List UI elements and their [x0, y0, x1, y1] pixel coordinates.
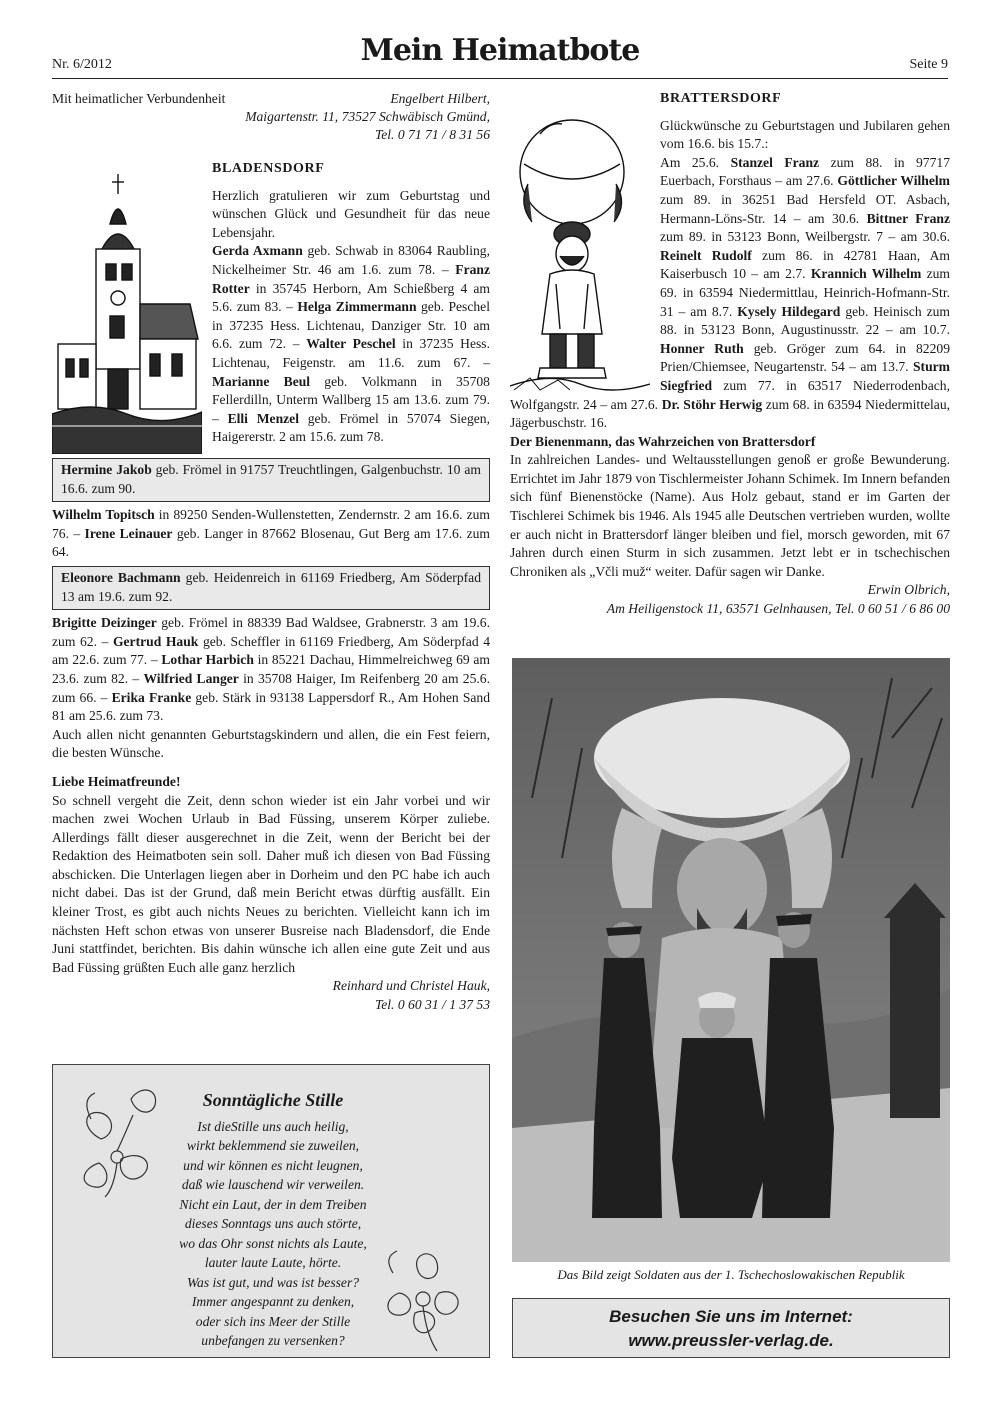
entry-name: Franz Rotter — [212, 261, 490, 296]
poem-line: wirkt beklemmend sie zuweilen, — [186, 1138, 360, 1153]
entry-text: geb. Frömel in 91757 Treuchtlingen, Galgenbuchstr. 10 am 16.6. zum 90. — [61, 462, 481, 496]
right-column — [510, 90, 950, 619]
bienenmann-body: In zahlreichen Landes- und Weltausstellungen genoß er große Bewunderung. Errichtet im Jahr 1879 von Tischlermeister Johann Schimek. Im Innern befanden sich fünf Bienenstöcke (Name). Aus Holz gebaut, stand er im Garten der Tischlerei Schimek bis 1946. Als 1945 alle Deutschen vertrieben wurden, wollte er auch nicht in Brattersdorf länger bleiben und fiel, morsch geworden, mit 67 Jahren durch einen Sturm in sich zusammen. Jetzt lebt er in tschechischen Chroniken als „Včli muž“ weiter. Dafür sagen wir Danke. — [510, 452, 950, 579]
entry-text: geb. Langer in 87662 Blosenau, Gut Berg am 17.6. zum 64. — [52, 525, 490, 560]
masthead: Mein Heimatbote — [360, 33, 640, 68]
entry-name: Helga Zimmermann — [297, 299, 417, 315]
bladensdorf-section — [52, 160, 490, 454]
header-rule — [52, 78, 948, 79]
entry-name: Stanzel Franz — [730, 154, 820, 170]
entry-text: zum 86. in 42781 Haan, Am Kaiserbusch 10 – am 2.7. — [660, 247, 950, 282]
brattersdorf-title: BRATTERSDORF — [660, 91, 782, 106]
entry-text: geb. Gröger zum 64. in 82209 Prien/Chiemsee, Neugartenstr. 54 – am 13.7. — [660, 340, 950, 375]
soldiers-photo — [512, 658, 950, 1262]
highlight-box-bachmann — [52, 566, 490, 610]
all-wishes-text: Auch allen nicht genannten Geburtstagskindern und allen, die ein Fest feiern, die besten Wünsche. — [52, 726, 490, 761]
entry-name: Erika Franke — [111, 689, 192, 705]
bienenmann-title: Der Bienenmann, das Wahrzeichen von Brattersdorf — [510, 433, 816, 449]
entry-text: geb. Frömel in 57074 Siegen, Haigererstr. 2 am 15.6. zum 78. — [212, 410, 490, 445]
author-address: Maigartenstr. 11, 73527 Schwäbisch Gmünd, — [245, 109, 490, 124]
entry-name: Bittner Franz — [866, 210, 950, 226]
brattersdorf-address: Am Heiligenstock 11, 63571 Gelnhausen, Tel. 0 60 51 / 6 86 00 — [606, 601, 950, 617]
entry-name: Lothar Harbich — [161, 652, 254, 668]
entry-text: geb. Scheffler in 61169 Friedberg, Am Söderpfad 4 am 22.6. zum 77. – — [52, 633, 490, 668]
bienenmann-drawing — [510, 94, 650, 394]
website-link[interactable]: www.preussler-verlag.de. — [628, 1331, 834, 1350]
poem-line: lauter laute Laute, hörte. — [204, 1255, 342, 1270]
bienenmann-illustration — [510, 94, 650, 394]
flower-icon — [71, 1079, 163, 1199]
entry-text: zum 69. in 63594 Niedermittlau, Heinrich-Hofmann-Str. 31 – am 8.7. — [660, 266, 950, 319]
entry-name: Wilfried Langer — [143, 670, 239, 686]
brattersdorf-signature: Erwin Olbrich, — [867, 582, 950, 598]
church-illustration — [52, 164, 202, 454]
highlight-box-jakob — [52, 458, 490, 502]
entry-name: Elli Menzel — [227, 410, 299, 426]
entry-name: Gerda Axmann — [212, 243, 303, 259]
birthday-paragraph-2 — [52, 614, 490, 726]
entry-text: geb. Heidenreich in 61169 Friedberg, Am Söderpfad 13 am 19.6. zum 92. — [61, 569, 481, 604]
website-promo-text: Besuchen Sie uns im Internet: — [609, 1307, 853, 1326]
liebe-signature: Reinhard und Christel Hauk, — [332, 978, 490, 994]
entry-text: in 37235 Hess. Lichtenau, Feigenstr. am 11.6. zum 67. – — [212, 336, 490, 370]
entry-text: geb. Volkmann in 35708 Fellerdilln, Unterm Wallberg 15 am 13.6. zum 79. – — [212, 373, 490, 426]
entry-name: Gertrud Hauk — [112, 633, 199, 649]
entry-text: geb. Heinisch zum 88. in 53123 Bonn, Augustinusstr. 22 – am 10.7. — [660, 303, 951, 338]
entry-name: Eleonore Bachmann — [61, 569, 181, 585]
flower-icon — [379, 1243, 471, 1353]
author-phone: Tel. 0 71 71 / 8 31 56 — [374, 127, 490, 142]
page-number: Seite 9 — [909, 57, 948, 72]
entry-name: Honner Ruth — [660, 340, 744, 356]
entry-name: Brigitte Deizinger — [52, 615, 157, 631]
entry-name: Krannich Wilhelm — [810, 266, 922, 282]
author-name: Engelbert Hilbert, — [390, 91, 490, 106]
soldiers-photo-drawing — [512, 658, 950, 1262]
poem-line: Ist dieStille uns auch heilig, — [197, 1118, 349, 1134]
entry-text: geb. Frömel in 88339 Bad Waldsee, Grabnerstr. 3 am 19.6. zum 62. – — [52, 615, 490, 649]
entry-text: in 35708 Haiger, Im Reifenberg 20 am 25.6. zum 66. – — [52, 670, 490, 705]
church-drawing — [52, 164, 202, 454]
entry-text: geb. Schwab in 83064 Raubling, Nickelheimer Str. 46 am 1.6. zum 78. – — [212, 243, 490, 277]
entry-name: Wilhelm Topitsch — [52, 507, 155, 523]
poem-line: und wir können es nicht leugnen, — [183, 1157, 363, 1173]
poem-line: Was ist gut, und was ist besser? — [186, 1274, 360, 1290]
liebe-phone: Tel. 0 60 31 / 1 37 53 — [374, 997, 490, 1013]
entry-text: geb. Peschel in 37235 Hess. Lichtenau, Danziger Str. 10 am 6.6. zum 72. – — [212, 299, 490, 352]
entry-text: Am 25.6. — [660, 154, 731, 170]
entry-text: in 85221 Dachau, Himmelreichweg 69 am 23.6. zum 82. – — [52, 652, 490, 686]
liebe-body: So schnell vergeht die Zeit, denn schon wieder ist ein Jahr vorbei und wir machen zwei Wochen Urlaub in Bad Füssing, unserem Körper zuliebe. Allerdings fällt dieser ausgerechnet in die Zeit, wenn der Bericht bei der Redaktion des Heimatboten sein soll. Daher muß ich diesen von Bad Füssing abschicken. Die Unterlagen liegen aber in Dorheim und den PC habe ich auch nicht dabei. Das ist der Grund, daß mein Bericht etwas dürftig ausfällt. Ein kleiner Trost, es gibt auch nichts Neues zu berichten. Vielleicht kann ich im nächsten Heft schon etwas von unserer Busreise nach Bladensdorf, die Ende Juni stattfindet, berichten. Bis dahin wünsche ich allen eine gute Zeit und aus Bad Füssing grüßten Euch alle ganz herzlich — [52, 792, 490, 975]
entry-text: zum 68. in 63594 Niedermittelau, Jägerbuschstr. 16. — [510, 396, 951, 431]
entry-text: in 89250 Senden-Wullenstetten, Zendernstr. 2 am 16.6. zum 76. – — [52, 507, 490, 541]
entry-text: zum 89. in 53123 Bonn, Weilbergstr. 7 – am 30.6. — [660, 229, 950, 245]
bladensdorf-title: BLADENSDORF — [212, 161, 325, 176]
poem-line: Nicht ein Laut, der in dem Treiben — [179, 1196, 367, 1212]
entry-text: zum 88. in 97717 Euerbach, Forsthaus – am 27.6. — [660, 154, 950, 189]
liebe-title: Liebe Heimatfreunde! — [52, 773, 181, 789]
issue-number: Nr. 6/2012 — [52, 57, 112, 72]
entry-name: Marianne Beul — [212, 373, 311, 389]
entry-name: Göttlicher Wilhelm — [837, 173, 950, 189]
entry-name: Irene Leinauer — [84, 525, 173, 541]
poem-line: unbefangen zu versenken? — [201, 1333, 345, 1348]
entry-text: geb. Stärk in 93138 Lappersdorf R., Am Hohen Sand 81 am 25.6. zum 73. — [52, 689, 491, 724]
poem — [163, 1091, 383, 1351]
brattersdorf-intro: Glückwünsche zu Geburtstagen und Jubilaren gehen vom 16.6. bis 15.7.: — [660, 117, 950, 152]
entry-name: Reinelt Rudolf — [660, 247, 752, 263]
entry-text: zum 77. in 63517 Niederrodenbach, Wolfgangstr. 24 – am 27.6. — [510, 377, 950, 412]
entry-text: in 35745 Herborn, Am Schießberg 4 am 5.6. zum 83. – — [212, 280, 490, 315]
entry-text: zum 89. in 36251 Bad Hersfeld OT. Asbach, Hermann-Löns-Str. 14 – am 30.6. — [660, 191, 950, 226]
greeting-text: Mit heimatlicher Verbundenheit — [52, 91, 226, 106]
intro-signature — [52, 90, 490, 146]
poem-box — [52, 1064, 490, 1358]
bladensdorf-intro: Herzlich gratulieren wir zum Geburtstag und wünschen Glück und Gesundheit für das neue Lebensjahr. — [212, 187, 490, 240]
poem-line: dieses Sonntags uns auch störte, — [184, 1216, 362, 1231]
entry-name: Sturm Siegfried — [660, 359, 950, 393]
website-box — [512, 1298, 950, 1358]
entry-name: Hermine Jakob — [61, 462, 152, 477]
poem-line: oder sich ins Meer der Stille — [195, 1313, 351, 1329]
left-column — [52, 90, 490, 1015]
entry-name: Kysely Hildegard — [737, 303, 841, 319]
photo-caption: Das Bild zeigt Soldaten aus der 1. Tschechoslowakischen Republik — [557, 1267, 905, 1282]
poem-title: Sonntägliche Stille — [202, 1090, 344, 1110]
entry-name: Dr. Stöhr Herwig — [661, 396, 763, 412]
poem-line: Immer angespannt zu denken, — [191, 1294, 355, 1309]
birthday-paragraph-1 — [52, 506, 490, 562]
entry-name: Walter Peschel — [306, 336, 396, 352]
poem-line: wo das Ohr sonst nichts als Laute, — [179, 1235, 367, 1251]
poem-line: daß wie lauschend wir verweilen. — [181, 1177, 365, 1192]
